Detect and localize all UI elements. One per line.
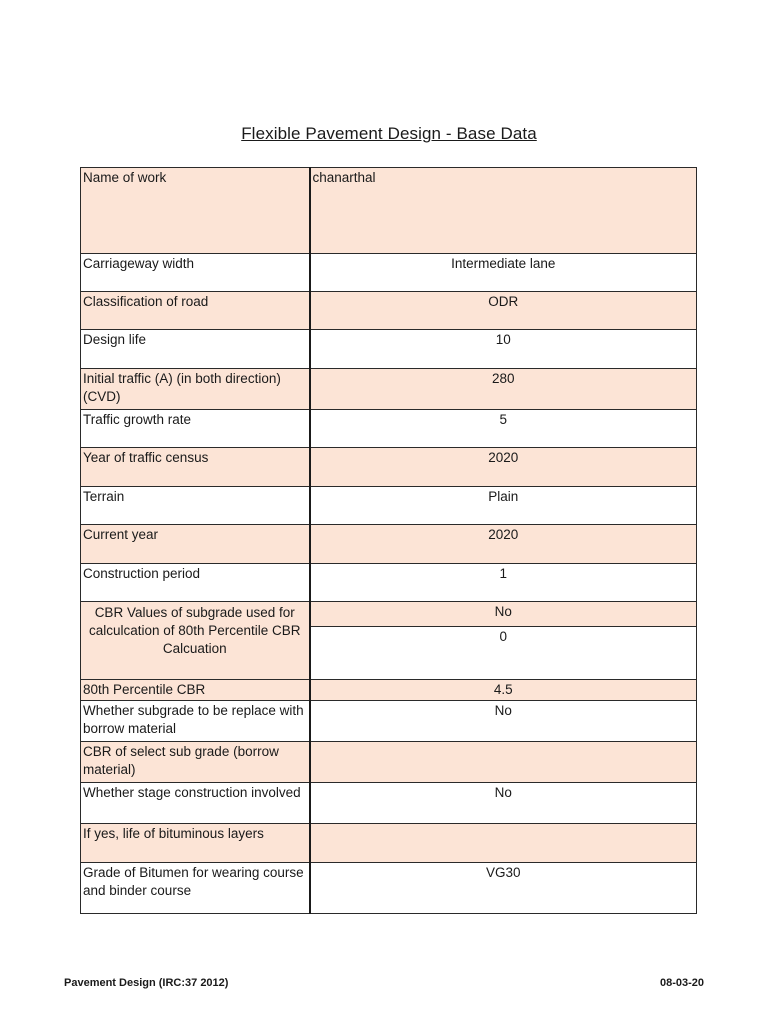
row-label-name-of-work: Name of work — [81, 168, 310, 254]
row-value-cbr-select-subgrade[interactable] — [310, 742, 697, 783]
row-label-construction-period: Construction period — [81, 564, 310, 602]
table-row — [81, 448, 697, 487]
row-value-grade-of-bitumen[interactable]: VG30 — [310, 863, 697, 914]
page-title: Flexible Pavement Design - Base Data — [241, 124, 537, 143]
table-row — [81, 783, 697, 824]
row-label-subgrade-replace: Whether subgrade to be replace with borrow material — [81, 701, 310, 742]
table-row — [81, 525, 697, 564]
row-label-classification-of-road: Classification of road — [81, 292, 310, 330]
table-row — [81, 701, 697, 742]
row-label-year-of-traffic-census: Year of traffic census — [81, 448, 310, 487]
row-label-traffic-growth-rate: Traffic growth rate — [81, 410, 310, 448]
row-label-terrain: Terrain — [81, 487, 310, 525]
row-label-carriageway-width: Carriageway width — [81, 254, 310, 292]
table-row — [81, 369, 697, 410]
table-row — [81, 410, 697, 448]
row-value-design-life[interactable]: 10 — [310, 330, 697, 369]
row-label-cbr-values: CBR Values of subgrade used for calculcation of 80th Percentile CBR Calcuation — [81, 602, 310, 680]
row-label-grade-of-bitumen: Grade of Bitumen for wearing course and binder course — [81, 863, 310, 914]
row-value-80th-percentile-cbr[interactable]: 4.5 — [310, 680, 697, 701]
row-value-life-of-bituminous-layers[interactable] — [310, 824, 697, 863]
table-row — [81, 292, 697, 330]
table-row — [81, 680, 697, 701]
footer-document-name: Pavement Design (IRC:37 2012) — [64, 977, 229, 989]
row-label-current-year: Current year — [81, 525, 310, 564]
row-value-carriageway-width[interactable]: Intermediate lane — [310, 254, 697, 292]
row-value-name-of-work[interactable]: chanarthal — [310, 168, 697, 254]
row-value-stage-construction[interactable]: No — [310, 783, 697, 824]
table-row — [81, 330, 697, 369]
base-data-table — [80, 167, 697, 914]
row-label-life-of-bituminous-layers: If yes, life of bituminous layers — [81, 824, 310, 863]
row-value-cbr-values[interactable]: No — [310, 602, 697, 627]
table-row — [81, 564, 697, 602]
row-label-cbr-select-subgrade: CBR of select sub grade (borrow material) — [81, 742, 310, 783]
footer-date: 08-03-20 — [659, 977, 704, 989]
row-label-initial-traffic: Initial traffic (A) (in both direction) (CVD) — [81, 369, 310, 410]
table-row — [81, 602, 697, 627]
table-row — [81, 863, 697, 914]
row-value-cbr-values-count[interactable]: 0 — [310, 627, 697, 680]
table-row — [81, 742, 697, 783]
table-row — [81, 487, 697, 525]
row-label-80th-percentile-cbr: 80th Percentile CBR — [81, 680, 310, 701]
row-value-construction-period[interactable]: 1 — [310, 564, 697, 602]
row-value-year-of-traffic-census[interactable]: 2020 — [310, 448, 697, 487]
table-row — [81, 824, 697, 863]
row-label-design-life: Design life — [81, 330, 310, 369]
row-value-subgrade-replace[interactable]: No — [310, 701, 697, 742]
row-value-terrain[interactable]: Plain — [310, 487, 697, 525]
row-label-stage-construction: Whether stage construction involved — [81, 783, 310, 824]
table-row — [81, 254, 697, 292]
row-value-current-year[interactable]: 2020 — [310, 525, 697, 564]
row-value-traffic-growth-rate[interactable]: 5 — [310, 410, 697, 448]
row-value-classification-of-road[interactable]: ODR — [310, 292, 697, 330]
row-value-initial-traffic[interactable]: 280 — [310, 369, 697, 410]
table-row — [81, 168, 697, 254]
